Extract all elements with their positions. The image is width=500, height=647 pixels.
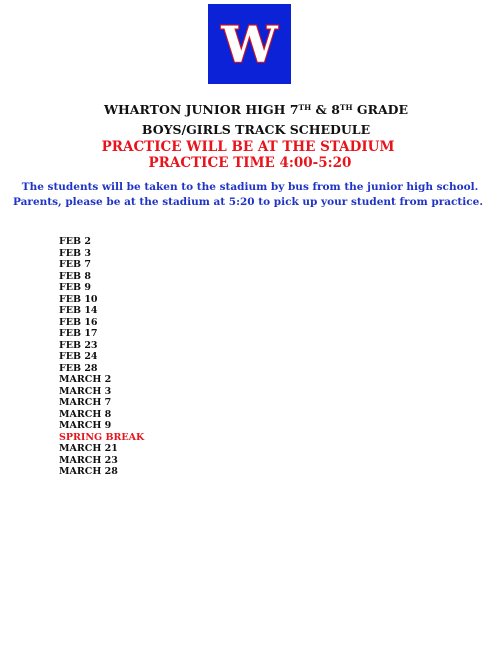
schedule-date: MARCH 7 <box>59 397 112 408</box>
schedule-date: FEB 24 <box>59 351 98 362</box>
schedule-date: MARCH 23 <box>59 454 118 466</box>
title-superscript: TH <box>298 103 312 112</box>
page-subtitle: BOYS/GIRLS TRACK SCHEDULE <box>141 122 371 137</box>
title-part: & 8 <box>311 102 340 117</box>
schedule-date: FEB 3 <box>59 247 91 259</box>
schedule-date: FEB 7 <box>59 259 91 270</box>
schedule-date: FEB 14 <box>59 305 98 316</box>
schedule-date: MARCH 2 <box>59 374 112 385</box>
schedule-date: MARCH 28 <box>59 466 118 477</box>
schedule-date: FEB 2 <box>59 236 91 247</box>
schedule-date: FEB 23 <box>59 339 98 351</box>
pickup-info: Parents, please be at the stadium at 5:20 to pick up your student from practice. <box>13 196 483 208</box>
schedule-date: FEB 16 <box>59 316 98 328</box>
schedule-date: FEB 10 <box>59 293 98 305</box>
w-logo-icon <box>208 4 291 84</box>
title-superscript: TH <box>339 103 353 112</box>
schedule-date: MARCH 21 <box>59 443 118 454</box>
title-part: GRADE <box>352 102 409 117</box>
practice-time: PRACTICE TIME 4:00-5:20 <box>148 155 352 171</box>
title-part: WHARTON JUNIOR HIGH 7 <box>103 102 299 117</box>
schedule-date: MARCH 9 <box>59 420 112 431</box>
schedule-date: MARCH 3 <box>59 385 112 397</box>
page-title <box>6 102 500 117</box>
schedule-date: FEB 9 <box>59 282 91 293</box>
schedule-date: FEB 8 <box>59 270 91 282</box>
schedule-break: SPRING BREAK <box>59 431 145 443</box>
logo-letter: W <box>221 15 278 74</box>
bus-info: The students will be taken to the stadium by bus from the junior high school. <box>21 181 479 193</box>
schedule-date: FEB 17 <box>59 328 98 339</box>
schedule-list <box>59 236 144 478</box>
schedule-date: MARCH 8 <box>59 408 112 420</box>
school-logo <box>208 4 291 84</box>
practice-location: PRACTICE WILL BE AT THE STADIUM <box>101 139 395 155</box>
schedule-date: FEB 28 <box>59 362 98 374</box>
